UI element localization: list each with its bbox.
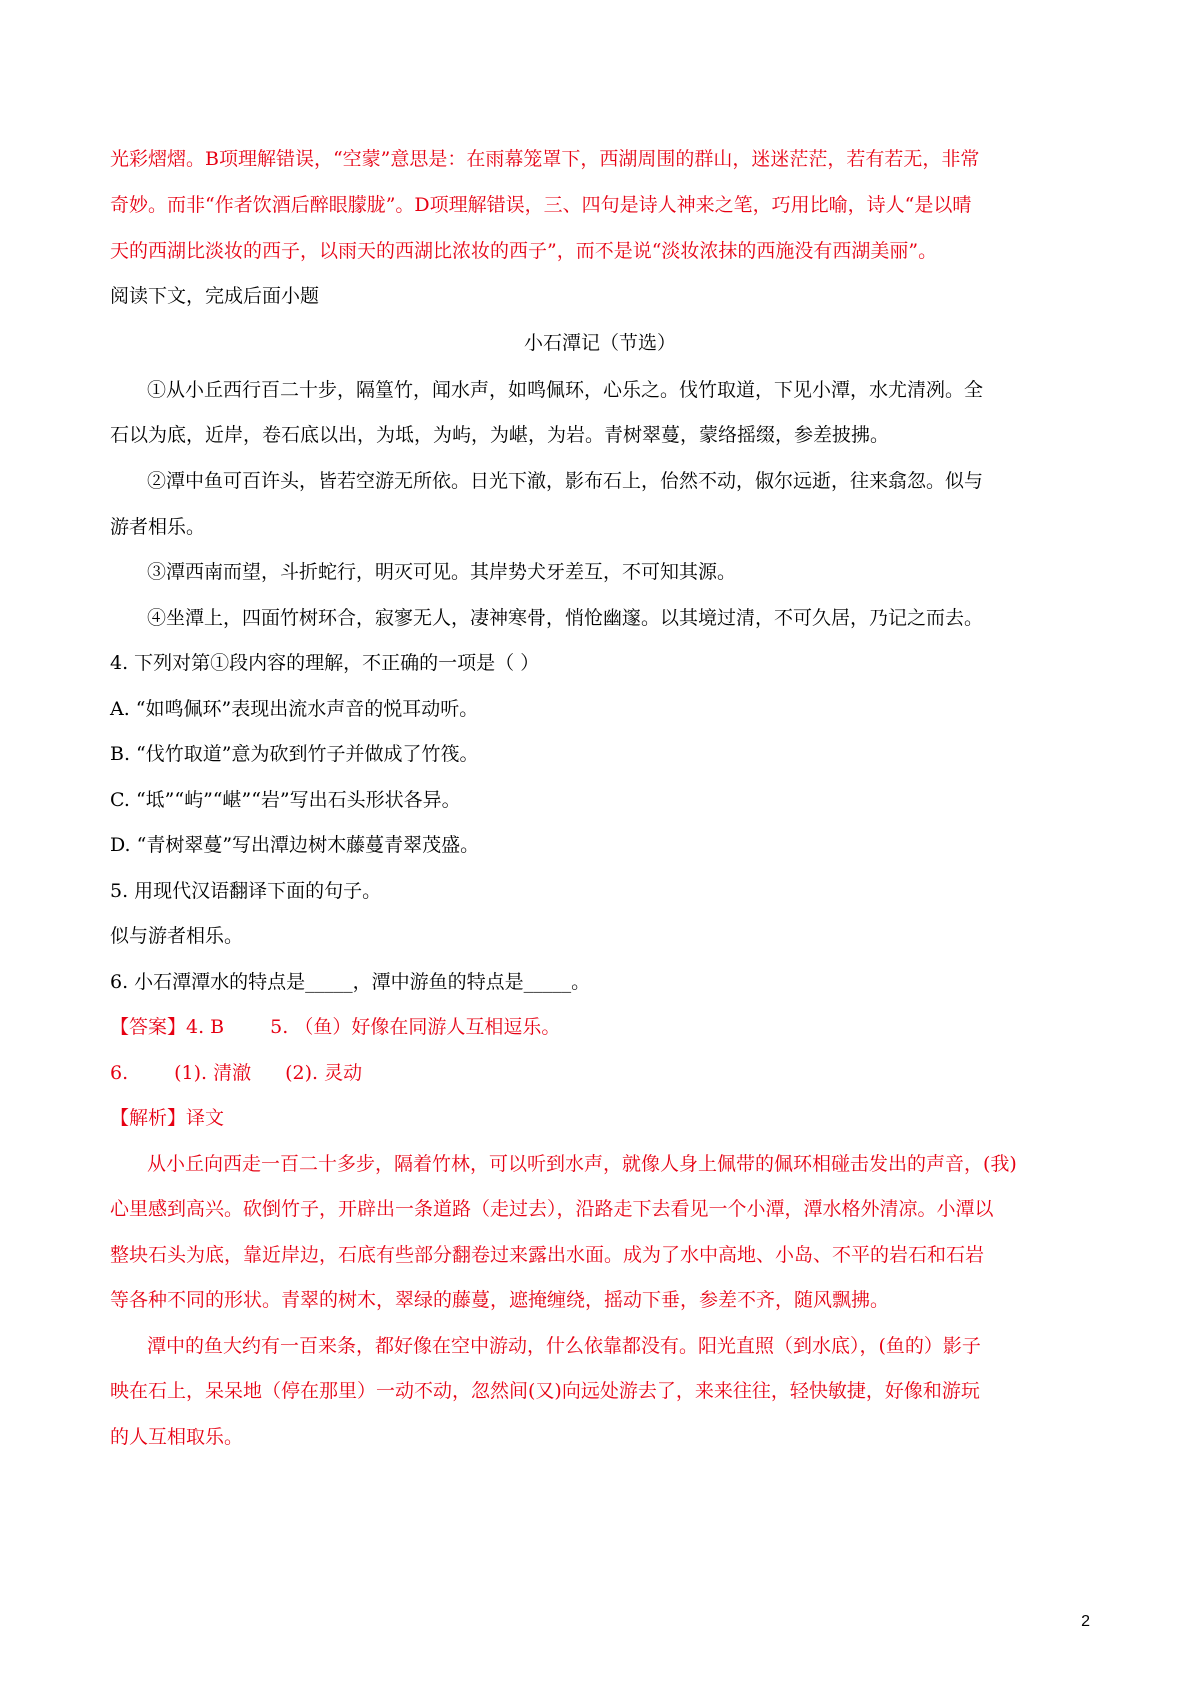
page-number: 2 xyxy=(1081,1613,1090,1630)
translation-line-3: 整块石头为底，靠近岸边，石底有些部分翻卷过来露出水面。成为了水中高地、小岛、不平的岩石和石岩 xyxy=(110,1244,985,1266)
question-5-sentence: 似与游者相乐。 xyxy=(110,925,244,947)
analysis-continued-line-2: 奇妙。而非“作者饮酒后醉眼朦胧”。D项理解错误，三、四句是诗人神来之笔，巧用比喻，诗人“是以晴 xyxy=(110,194,972,216)
answer-6-number: 6. xyxy=(110,1062,129,1084)
answer-line-1 xyxy=(110,1014,560,1040)
analysis-continued-line-1: 光彩熠熠。B项理解错误，“空蒙”意思是：在雨幕笼罩下，西湖周围的群山，迷迷茫茫，若有若无，非常 xyxy=(110,148,980,170)
passage-para-2-line-2: 游者相乐。 xyxy=(110,516,206,538)
answer-label: 【答案】 xyxy=(110,1016,187,1038)
translation-line-6: 映在石上，呆呆地（停在那里）一动不动，忽然间(又)向远处游去了，来来往往，轻快敏捷，好像和游玩 xyxy=(110,1380,980,1402)
translation-line-5: 潭中的鱼大约有一百来条，都好像在空中游动，什么依靠都没有。阳光直照（到水底），(鱼的）影子 xyxy=(147,1335,981,1357)
passage-title: 小石潭记（节选） xyxy=(523,332,676,354)
answer-6-part-2: (2). 灵动 xyxy=(285,1062,363,1084)
answer-6-part-1: (1). 清澈 xyxy=(174,1062,252,1084)
passage-para-2-line-1: ②潭中鱼可百许头，皆若空游无所依。日光下澈，影布石上，佁然不动，俶尔远逝，往来翕忽。似与 xyxy=(147,470,984,492)
passage-para-3: ③潭西南而望，斗折蛇行，明灭可见。其岸势犬牙差互，不可知其源。 xyxy=(147,561,737,583)
question-4: 4. 下列对第①段内容的理解，不正确的一项是（ ） xyxy=(110,652,540,674)
analysis-label: 【解析】 xyxy=(110,1107,187,1129)
translation-line-1: 从小丘向西走一百二十多步，隔着竹林，可以听到水声，就像人身上佩带的佩环相碰击发出的声音，(我) xyxy=(147,1153,1017,1175)
analysis-continued-line-3: 天的西湖比淡妆的西子，以雨天的西湖比浓妆的西子”，而不是说“淡妆浓抹的西施没有西湖美丽”。 xyxy=(110,240,938,262)
question-4-option-d: D. “青树翠蔓”写出潭边树木藤蔓青翠茂盛。 xyxy=(110,834,480,856)
analysis-heading-line xyxy=(110,1105,224,1131)
passage-para-1-line-1: ①从小丘西行百二十步，隔篁竹，闻水声，如鸣佩环，心乐之。伐竹取道，下见小潭，水尤清冽。全 xyxy=(147,379,984,401)
reading-instruction: 阅读下文，完成后面小题 xyxy=(110,285,320,307)
question-4-option-c: C. “坻”“屿”“嵁”“岩”写出石头形状各异。 xyxy=(110,789,461,811)
analysis-heading: 译文 xyxy=(186,1107,225,1129)
translation-line-7: 的人互相取乐。 xyxy=(110,1426,244,1448)
question-5: 5. 用现代汉语翻译下面的句子。 xyxy=(110,880,382,902)
translation-line-2: 心里感到高兴。砍倒竹子，开辟出一条道路（走过去），沿路走下去看见一个小潭，潭水格外清凉。小潭以 xyxy=(110,1198,994,1220)
answer-4: 4. B xyxy=(186,1016,225,1038)
question-4-option-a: A. “如鸣佩环”表现出流水声音的悦耳动听。 xyxy=(110,698,479,720)
answer-5: 5. （鱼）好像在同游人互相逗乐。 xyxy=(270,1016,561,1038)
passage-para-1-line-2: 石以为底，近岸，卷石底以出，为坻，为屿，为嵁，为岩。青树翠蔓，蒙络摇缀，参差披拂。 xyxy=(110,424,890,446)
answer-line-2 xyxy=(110,1060,362,1086)
question-6: 6. 小石潭潭水的特点是_____，潭中游鱼的特点是_____。 xyxy=(110,971,591,993)
translation-line-4: 等各种不同的形状。青翠的树木，翠绿的藤蔓，遮掩缠绕，摇动下垂，参差不齐，随风飘拂。 xyxy=(110,1289,890,1311)
question-4-option-b: B. “伐竹取道”意为砍到竹子并做成了竹筏。 xyxy=(110,743,479,765)
passage-para-4: ④坐潭上，四面竹树环合，寂寥无人，凄神寒骨，悄怆幽邃。以其境过清，不可久居，乃记之而去。 xyxy=(147,607,984,629)
